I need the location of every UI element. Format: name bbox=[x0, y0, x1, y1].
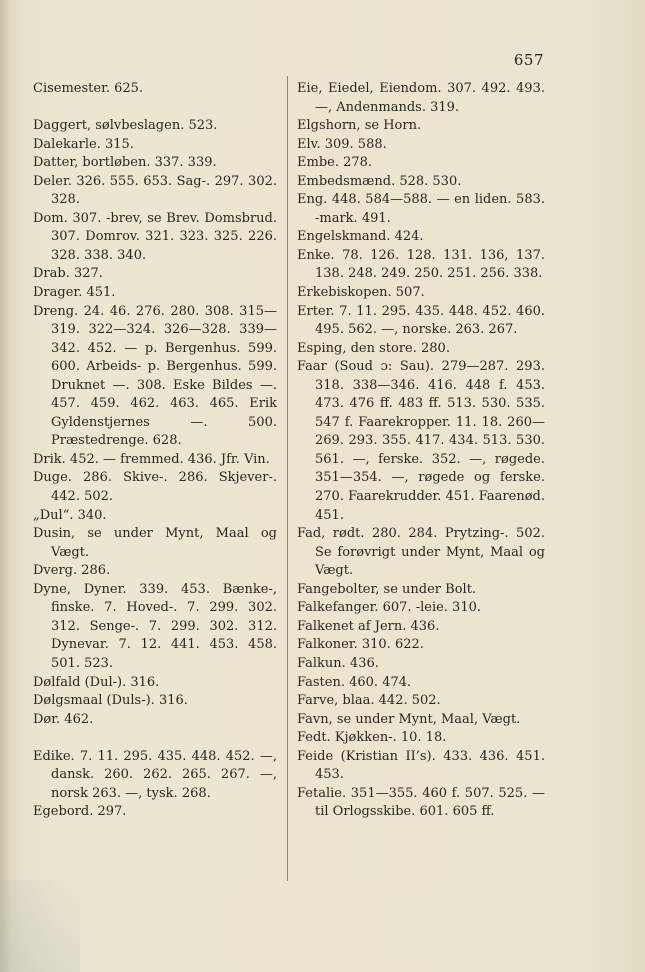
blank-line bbox=[33, 729, 277, 748]
index-column-right bbox=[297, 80, 545, 822]
index-entry: Dalekarle. 315. bbox=[33, 136, 134, 152]
index-entry: Dølfald (Dul-). 316. bbox=[33, 674, 160, 690]
index-entry: Drik. 452. — fremmed. 436. Jfr. Vin. bbox=[33, 451, 270, 467]
index-entry: Drab. 327. bbox=[33, 266, 103, 282]
index-entry: Falkoner. 310. 622. bbox=[297, 637, 424, 653]
index-entry: Deler. 326. 555. 653. Sag-. 297. 302. 328. bbox=[33, 173, 277, 208]
index-entry: Daggert, sølvbeslagen. 523. bbox=[33, 118, 218, 134]
index-entry: Embe. 278. bbox=[297, 155, 373, 171]
index-entry: Falkefanger. 607. -leie. 310. bbox=[297, 600, 481, 616]
index-entry: Fad, rødt. 280. 284. Prytzing-. 502. Se forøvrigt under Mynt, Maal og Vægt. bbox=[297, 526, 545, 579]
index-entry: Edike. 7. 11. 295. 435. 448. 452. —, dansk. 260. 262. 265. 267. —, norsk 263. —, tysk. 268. bbox=[33, 748, 277, 801]
column-rule bbox=[287, 76, 288, 881]
blank-line bbox=[33, 99, 277, 118]
index-entry: Dusin, se under Mynt, Maal og Vægt. bbox=[33, 526, 277, 560]
index-entry: Favn, se under Mynt, Maal, Vægt. bbox=[297, 711, 521, 727]
index-entry: Elv. 309. 588. bbox=[297, 136, 387, 152]
index-entry: Erter. 7. 11. 295. 435. 448. 452. 460. 495. 562. —, norske. 263. 267. bbox=[297, 303, 545, 338]
index-entry: Cisemester. 625. bbox=[33, 81, 144, 96]
index-entry: Dreng. 24. 46. 276. 280. 308. 315—319. 322—324. 326—328. 339—342. 452. — p. Bergenhus. 599. 600. Arbeids- p. Bergenhus. 599. Druknet —. 308. Eske Bildes —. 457. 459. 462. 463. 465. Erik Gyldenstjernes —. 500. Præstedrenge. 628. bbox=[33, 303, 277, 449]
index-entry: Esping, den store. 280. bbox=[297, 340, 450, 356]
index-entry: Datter, bortløben. 337. 339. bbox=[33, 155, 217, 171]
index-entry: Egebord. 297. bbox=[33, 804, 127, 820]
index-entry: Engelskmand. 424. bbox=[297, 229, 424, 245]
index-entry: Dyne, Dyner. 339. 453. Bænke-, finske. 7. Hoved-. 7. 299. 302. 312. Senge-. 7. 299. 302. 312. Dynevar. 7. 12. 441. 453. 458. 501. 523. bbox=[33, 581, 277, 671]
index-column-left bbox=[33, 80, 277, 822]
index-entry: Faar (Soud ɔ: Sau). 279—287. 293. 318. 338—346. 416. 448 f. 453. 473. 476 ff. 483 ff. 513. 530. 535. 547 f. Faarekropper. 11. 18. 260—269. 293. 355. 417. 434. 513. 530. 561. —, ferske. 352. —, røgede. 351—354. —, røgede og ferske. 270. Faarekrudder. 451. Faarenød. 451. bbox=[297, 359, 545, 523]
index-entry: Farve, blaa. 442. 502. bbox=[297, 693, 441, 709]
index-entry: Feide (Kristian II’s). 433. 436. 451. 453. bbox=[297, 748, 545, 783]
page-number: 657 bbox=[513, 51, 544, 69]
index-entry: Embedsmænd. 528. 530. bbox=[297, 173, 462, 189]
index-entry: Erkebiskopen. 507. bbox=[297, 285, 425, 301]
index-entry: Enke. 78. 126. 128. 131. 136, 137. 138. 248. 249. 250. 251. 256. 338. bbox=[297, 247, 545, 282]
paper-stain bbox=[0, 880, 80, 972]
index-entry: Falkenet af Jern. 436. bbox=[297, 618, 440, 634]
index-entry: Elgshorn, se Horn. bbox=[297, 118, 422, 134]
index-entry: Fetalie. 351—355. 460 f. 507. 525. — til Orlogsskibe. 601. 605 ff. bbox=[297, 785, 545, 820]
index-entry: Falkun. 436. bbox=[297, 655, 379, 671]
index-entry: Eng. 448. 584—588. — en liden. 583. -mark. 491. bbox=[297, 192, 545, 226]
index-entry: Fasten. 460. 474. bbox=[297, 674, 412, 690]
index-entry: Dom. 307. -brev, se Brev. Domsbrud. 307. Domrov. 321. 323. 325. 226. 328. 338. 340. bbox=[33, 210, 277, 263]
index-entry: „Dul“. 340. bbox=[33, 507, 107, 523]
index-entry: Eie, Eiedel, Eiendom. 307. 492. 493. —, Andenmands. 319. bbox=[297, 81, 545, 115]
index-entry: Fedt. Kjøkken-. 10. 18. bbox=[297, 730, 447, 746]
index-entry: Dølgsmaal (Duls-). 316. bbox=[33, 693, 188, 709]
binding-shadow bbox=[0, 0, 10, 972]
index-entry: Fangebolter, se under Bolt. bbox=[297, 581, 477, 597]
index-entry: Dør. 462. bbox=[33, 711, 94, 727]
index-entry: Duge. 286. Skive-. 286. Skjever-. 442. 502. bbox=[33, 470, 277, 505]
index-entry: Dverg. 286. bbox=[33, 563, 111, 579]
index-entry: Drager. 451. bbox=[33, 285, 116, 301]
